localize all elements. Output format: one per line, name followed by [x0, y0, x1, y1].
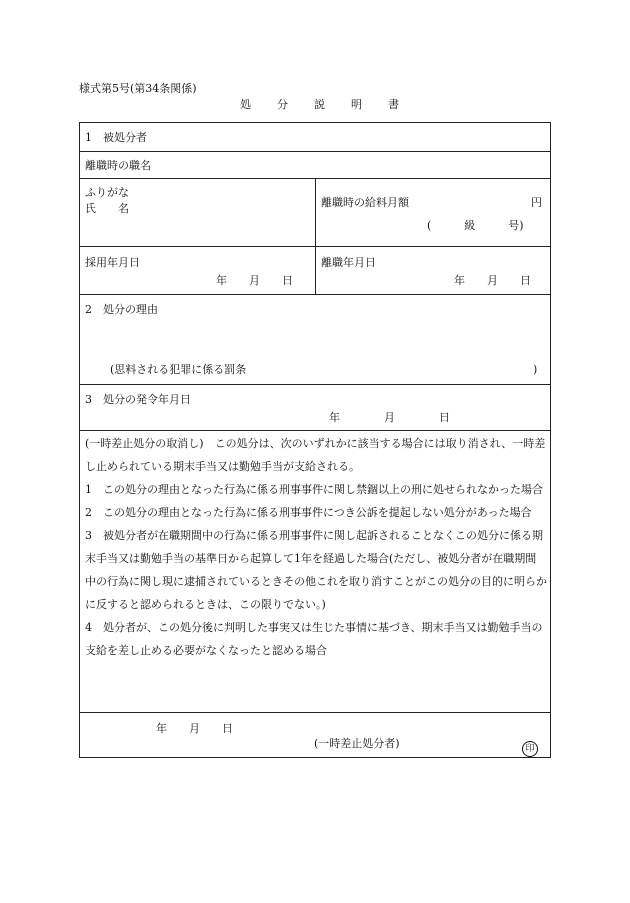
salary-label: 離職時の給料月額 [321, 196, 409, 209]
name-label: 氏 名 [85, 202, 129, 215]
title-char: 分 [277, 98, 288, 111]
grade-label: ( 級 号) [427, 219, 524, 232]
section1-heading: 1 被処分者 [85, 131, 147, 144]
notice-paragraph: 3 被処分者が在職期間中の行為に係る刑事事件に関し起訴されることなくこの処分に係る期末手当又は勤勉手当の基準日から起算して1年を経過した場合(ただし、被処分者が在職期間中の行為に関し現に逮捕されているときその他これを取り消すことがこの処分の目的に明らかに反すると認められるときは、この限りでない。) [85, 529, 547, 611]
hire-date-label: 採用年月日 [85, 256, 140, 269]
title-char: 書 [388, 98, 399, 111]
row-divider [79, 151, 551, 152]
job-title-label: 離職時の職名 [85, 159, 151, 172]
yen-label: 円 [531, 196, 542, 209]
notice-paragraph: (一時差止処分の取消し) この処分は、次のいずれかに該当する場合には取り消され、一時差し止められている期末手当又は勤勉手当が支給される。 [85, 437, 546, 473]
row-divider [79, 712, 551, 713]
notice-paragraph: 1 この処分の理由となった行為に係る刑事事件に関し禁錮以上の刑に処せられなかった場合 [85, 483, 543, 496]
row-divider [79, 430, 551, 431]
penal-clause-label: (思料される犯罪に係る罰条 [110, 363, 247, 376]
issue-date-value: 年 月 日 [329, 411, 450, 424]
notice-paragraph: 2 この処分の理由となった行為に係る刑事事件につき公訴を提起しない処分があった場合 [85, 506, 532, 519]
footer-date: 年 月 日 [156, 722, 233, 735]
document-title [240, 98, 425, 112]
title-char: 明 [351, 98, 362, 111]
furigana-label: ふりがな [85, 186, 129, 199]
leave-date-value: 年 月 日 [454, 274, 531, 287]
section3-heading: 3 処分の発令年月日 [85, 393, 191, 406]
hire-date-value: 年 月 日 [216, 274, 293, 287]
form-number: 様式第5号(第34条関係) [79, 82, 197, 95]
suspender-label: (一時差止処分者) [314, 737, 400, 750]
row-divider [79, 294, 551, 295]
row-divider [79, 384, 551, 385]
notice-paragraph: 4 処分者が、この処分後に判明した事実又は生じた事情に基づき、期末手当又は勤勉手当の支給を差し止める必要がなくなったと認める場合 [85, 621, 543, 657]
column-divider [315, 178, 316, 294]
title-char: 説 [314, 98, 325, 111]
penal-clause-close: ) [533, 363, 538, 376]
notice-block [85, 432, 547, 662]
leave-date-label: 離職年月日 [321, 256, 376, 269]
title-char: 処 [240, 98, 251, 111]
seal-mark [522, 736, 538, 757]
section2-heading: 2 処分の理由 [85, 303, 158, 316]
seal-char: 印 [522, 741, 538, 757]
